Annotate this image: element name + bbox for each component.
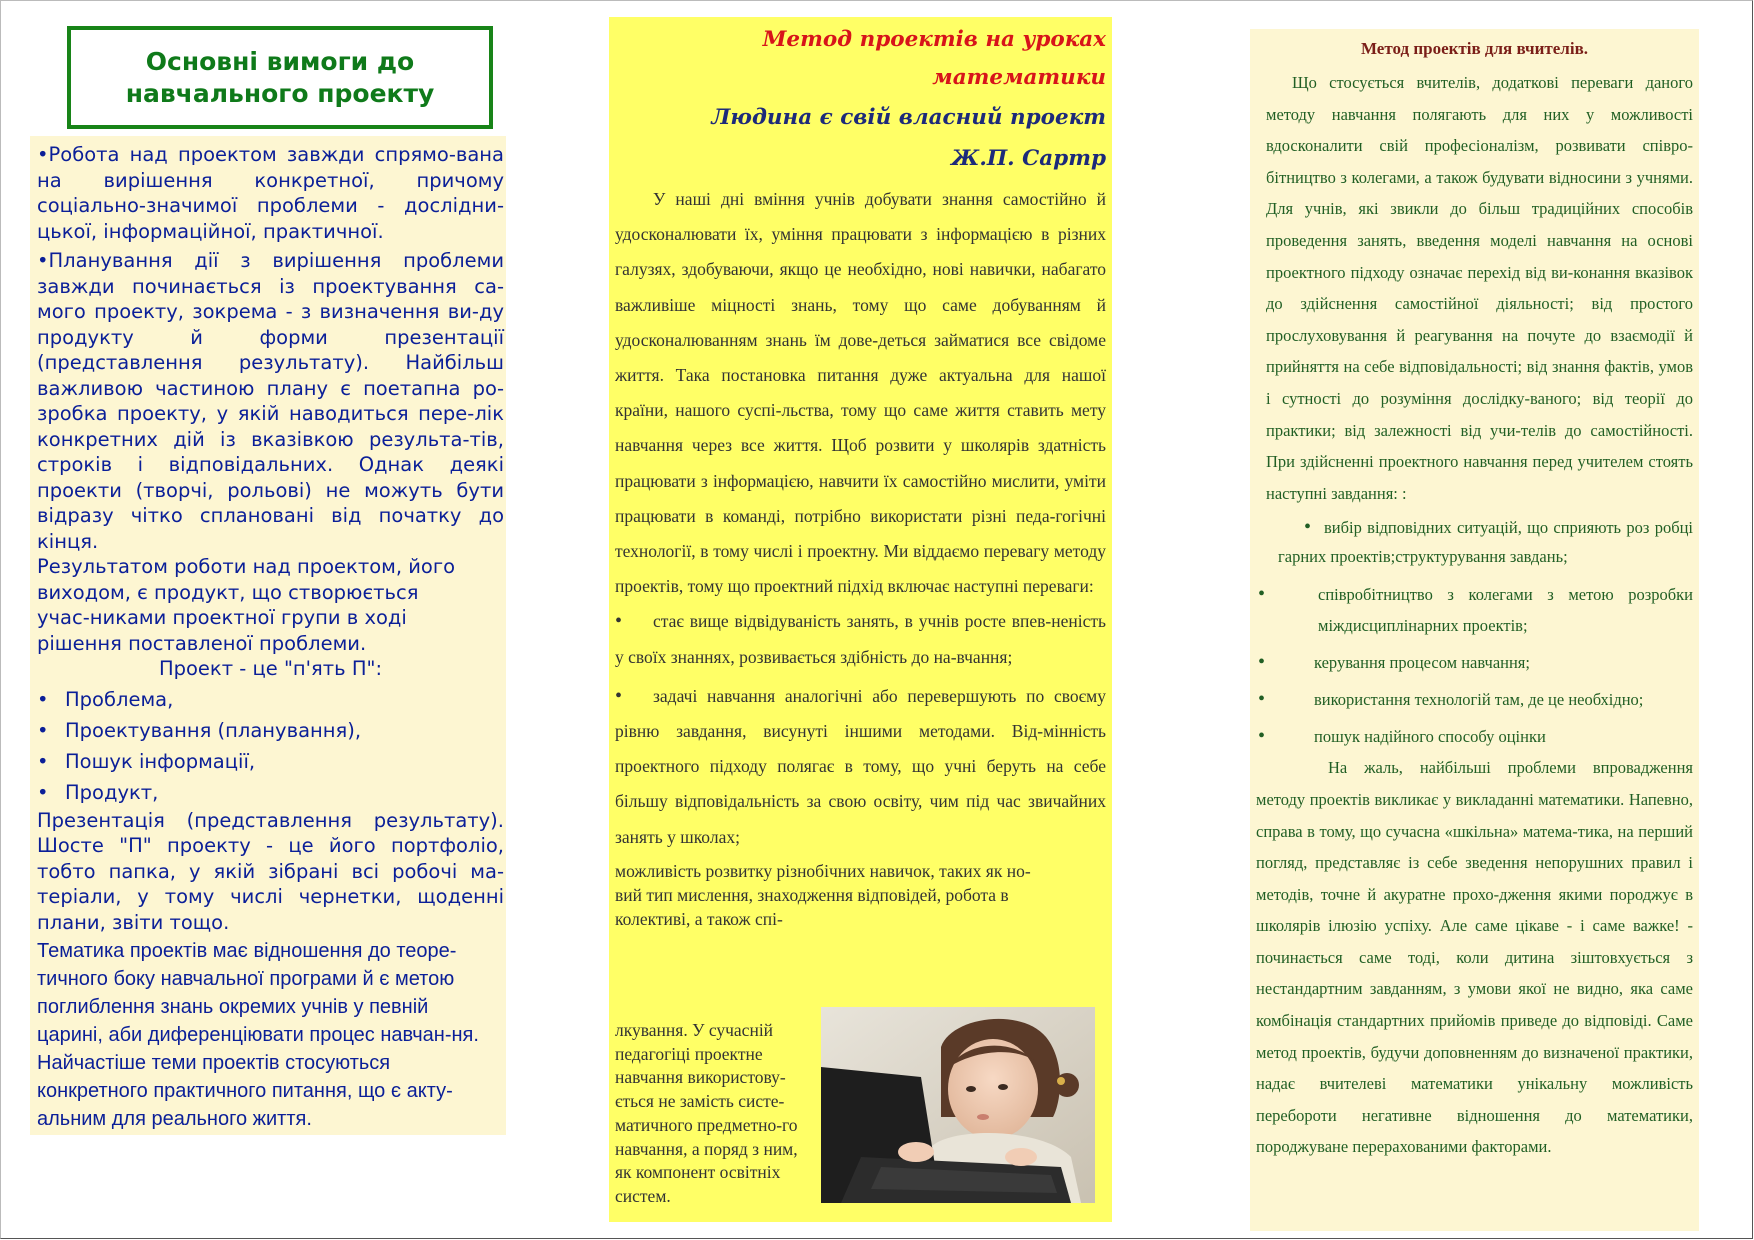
col3-bullet-2: • співробітництво з колегами з метою розробки міждисциплінарних проектів;	[1256, 579, 1693, 641]
child-laptop-photo	[821, 1007, 1095, 1203]
col2-heading: Метод проектів на уроках математики	[762, 27, 1106, 90]
bullet-icon: •	[615, 610, 623, 633]
math-projects-column	[609, 17, 1112, 1222]
requirement-para-5: Тематика проектів має відношення до теоре-тичного боку навчальної програми й є метою поглиблення знань окремих учнів у певній царині, аби диференціювати процес навчан-ня. Найчастіше теми проектів стосуються конкретного практичного питання, що є акту-альним для реального життя.	[37, 940, 479, 1130]
bullet-icon: •	[37, 143, 49, 166]
five-p-heading: Проект - це "п'ять П":	[158, 657, 383, 680]
bullet-icon: •	[615, 684, 623, 707]
child-at-laptop-image	[821, 1007, 1095, 1203]
list-item: • Проектування (планування),	[37, 715, 504, 746]
col3-bullet-1: • вибір відповідних ситуацій, що сприяють роз робці гарних проектів;структурування завдань;	[1256, 513, 1693, 571]
col2-bullet-1: • стає вище відвідуваність занять, в учнів росте впев-неність у своїх знаннях, розвивається здібність до на-вчання;	[615, 604, 1106, 674]
teachers-column	[1250, 29, 1699, 1231]
five-p-list	[37, 684, 504, 808]
bullet-icon: •	[37, 718, 49, 742]
col2-tail-wrap: лкування. У сучасній педагогіці проектне навчання використову-ється не замість систе-матичного предметно-го навчання, а поряд з ним, як компонент освітніх систем.	[615, 1020, 798, 1206]
bullet-icon: •	[37, 687, 49, 711]
requirement-para-3: Результатом роботи над проектом, його виходом, є продукт, що створюється учас-никами проектної групи в ході рішення поставленої проблеми.	[37, 555, 456, 655]
requirements-column	[30, 136, 506, 1135]
bullet-icon: •	[37, 749, 49, 773]
bullet-icon: •	[1258, 688, 1266, 711]
requirement-para-4: Презентація (представлення результату). Шосте "П" проекту - це його портфоліо, тобто папка, у якій зібрані всі робочі ма-теріали, у тому числі чернетки, щоденні плани, звіти тощо.	[37, 808, 504, 934]
bullet-icon: •	[1304, 516, 1312, 539]
col3-intro: Що стосується вчителів, додаткові переваги даного методу навчання полягають для них у можливості вдосконалити свій професіоналізм, розвивати співро-бітництво з колегами, а також будувати відносини з учнями. Для учнів, які звикли до більш традиційних способів проведення занять, введення моделі навчання на основі проектного підходу означає перехід від ви-конання вказівок до здійснення самостійної діяльності; від простого прослуховування й реагування на почуте до взаємодії й прийняття на себе відповідальності; від знання фактів, умов і сутності до розуміння дослідку-ваного; від теорії до практики; від залежності від учи-телів до самостійності. При здійсненні проектного навчання перед учителем стоять наступні завдання: :	[1266, 73, 1693, 503]
col3-outro: На жаль, найбільші проблеми впровадження методу проектів викликає у викладанні математики. Напевно, справа в тому, що сучасна «шкільна» матема-тика, на перший погляд, представляє із себе зведення непорушних правил і методів, точне й акуратне прохо-дження якими породжує в школярів ілюзію успіху. Але саме цікаве - і саме важке! - починається саме тоді, коли дитина зіштовхується з нестандартним завданням, з умови якої не видно, яка саме комбінація стандартних прийомів приведе до відповіді. Саме метод проектів, будучи доповненням до визначеної практики, надає вчителеві математики унікальну можливість перебороти негативне відношення до математики, породжуване перерахованими факторами.	[1256, 758, 1693, 1157]
col3-bullet-5: • пошук надійного способу оцінки	[1256, 721, 1693, 752]
title-box	[67, 26, 493, 129]
list-item: • Пошук інформації,	[37, 746, 504, 777]
bullet-icon: •	[1258, 583, 1266, 606]
bullet-icon: •	[1258, 725, 1266, 748]
bullet-icon: •	[1258, 651, 1266, 674]
bullet-icon: •	[37, 780, 49, 804]
list-item: • Проблема,	[37, 684, 504, 715]
requirement-para-1: •Робота над проектом завжди спрямо-вана на вирішення конкретної, причому соціально-значимої проблеми - дослідни-цької, інформаційної, практичної.	[37, 143, 504, 243]
col2-intro: У наші дні вміння учнів добувати знання самостійно й удосконалювати їх, уміння працювати з інформацією в різних галузях, здобуваючи, якщо це необхідно, нові навички, набагато важливіше міцності знань, тому що саме добуванням й удосконалюванням знань їм дове-деться займатися все свідоме життя. Така постановка питання дуже актуальна для нашої країни, нашого суспі-льства, тому що саме життя ставить мету навчання через все життя. Щоб розвити у школярів здатність працювати з інформацією, навчити їх самостійно мислити, уміти працювати в команді, потрібно використати різні педа-гогічні технології, в тому числі і проектну. Ми віддаємо перевагу методу проектів, тому що проектний підхід включає наступні переваги:	[615, 189, 1106, 597]
col3-bullet-list	[1256, 513, 1693, 752]
bullet-icon: •	[37, 249, 49, 272]
col1-title: Основні вимоги до навчального проекту	[125, 46, 435, 108]
col3-bullet-4: • використання технологій там, де це необхідно;	[1256, 684, 1693, 715]
col3-bullet-3: • керування процесом навчання;	[1256, 647, 1693, 678]
requirement-para-2: •Планування дії з вирішення проблеми завжди починається із проектування са-мого проекту, зокрема - з визначення ви-ду продукту й форми презентації (представлення результату). Найбільш важливою частиною плану є поетапна ро-зробка проекту, у якій наводиться пере-лік конкретних дій із вказівкою результа-тів, строків і відповідальних. Однак деякі проекти (творчі, рольові) не можуть бути відразу чітко сплановані від початку до кінця.	[37, 249, 504, 553]
epigraph-author: Ж.П. Сартр	[951, 146, 1106, 171]
list-item: • Продукт,	[37, 777, 504, 808]
epigraph: Людина є свій власний проект	[711, 105, 1106, 130]
col2-tail: можливість розвитку різнобічних навичок, таких як но-вий тип мислення, знаходження відповідей, робота в колективі, а також спі-	[615, 860, 1031, 929]
col3-heading: Метод проектів для вчителів.	[1360, 39, 1589, 58]
col2-bullet-2: • задачі навчання аналогічні або перевершують по своєму рівню завдання, висунуті іншими методами. Від-мінність проектного підходу полягає в тому, що учні беруть на себе більшу відповідальність за свою освіту, чим під час звичайних занять у школах;	[615, 679, 1106, 855]
